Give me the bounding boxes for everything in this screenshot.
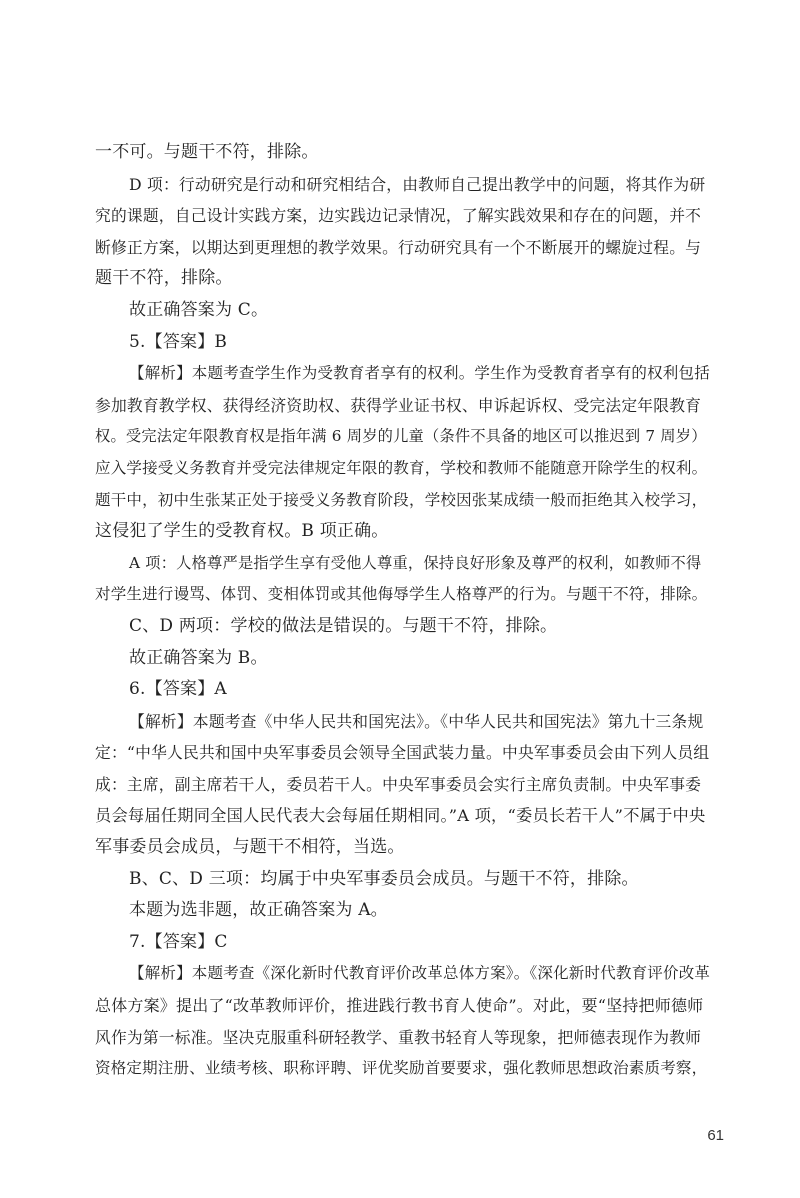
text-line: 风作为第一标准。坚决克服重科研轻教学、重教书轻育人等现象，把师德表现作为教师	[95, 1027, 702, 1047]
text-line: 参加教育教学权、获得经济资助权、获得学业证书权、申诉起诉权、受完法定年限教育	[95, 395, 702, 415]
text-line: 5.【答案】B	[129, 331, 228, 352]
text-line: 员会每届任期同全国人民代表大会每届任期相同。”A 项，“委员长若干人”不属于中央	[95, 806, 706, 826]
text-line: 【解析】本题考查《深化新时代教育评价改革总体方案》。《深化新时代教育评价改革	[129, 964, 711, 983]
text-line: 【解析】本题考查《中华人民共和国宪法》。《中华人民共和国宪法》第九十三条规	[129, 711, 704, 731]
text-line: 7.【答案】C	[129, 931, 228, 952]
text-line: 究的课题，自己设计实践方案，边实践边记录情况，了解实践效果和存在的问题，并不	[95, 206, 702, 226]
text-line: 故正确答案为 C。	[129, 299, 269, 320]
text-line: 成：主席，副主席若干人，委员若干人。中央军事委员会实行主席负责制。中央军事委	[95, 774, 702, 794]
text-line: 题干中，初中生张某正处于接受义务教育阶段，学校因张某成绩一般而拒绝其入校学习，	[95, 490, 708, 509]
text-line: 一不可。与题干不符，排除。	[95, 142, 319, 162]
text-line: C、D 两项：学校的做法是错误的。与题干不符，排除。	[129, 615, 558, 636]
text-line: 权。受完法定年限教育权是指年满 6 周岁的儿童（条件不具备的地区可以推迟到 7 周岁）	[95, 427, 707, 446]
text-line: 对学生进行谩骂、体罚、变相体罚或其他侮辱学生人格尊严的行为。与题干不符，排除。	[95, 585, 708, 604]
text-line: D 项：行动研究是行动和研究相结合，由教师自己提出教学中的问题，将其作为研	[129, 174, 706, 194]
text-line: 故正确答案为 B。	[129, 647, 268, 668]
text-line: 本题为选非题，故正确答案为 A。	[129, 900, 388, 921]
text-line: A 项：人格尊严是指学生享有受他人尊重，保持良好形象及尊严的权利，如教师不得	[129, 553, 702, 572]
text-line: 这侵犯了学生的受教育权。B 项正确。	[95, 521, 389, 542]
text-line: 军事委员会成员，与题干不相符，当选。	[95, 837, 405, 858]
text-line: 6.【答案】A	[129, 679, 227, 700]
text-line: 定：“中华人民共和国中央军事委员会领导全国武装力量。中央军事委员会由下列人员组	[95, 743, 710, 763]
text-line: 题干不符，排除。	[95, 268, 233, 289]
text-line: 应入学接受义务教育并受完法律规定年限的教育，学校和教师不能随意开除学生的权利。	[95, 458, 708, 477]
text-line: B、C、D 三项：均属于中央军事委员会成员。与题干不符，排除。	[129, 868, 639, 889]
text-line: 断修正方案，以期达到更理想的教学效果。行动研究具有一个不断展开的螺旋过程。与	[95, 237, 702, 257]
text-line: 总体方案》提出了“改革教师评价，推进践行教书育人使命”。对此，要“坚持把师德师	[95, 996, 704, 1016]
page-body-text	[95, 137, 709, 1085]
text-line: 资格定期注册、业绩考核、职称评聘、评优奖励首要要求，强化教师思想政治素质考察，	[95, 1059, 708, 1078]
text-line: 【解析】本题考查学生作为受教育者享有的权利。学生作为受教育者享有的权利包括	[129, 364, 710, 383]
page-number: 61	[707, 1127, 724, 1144]
